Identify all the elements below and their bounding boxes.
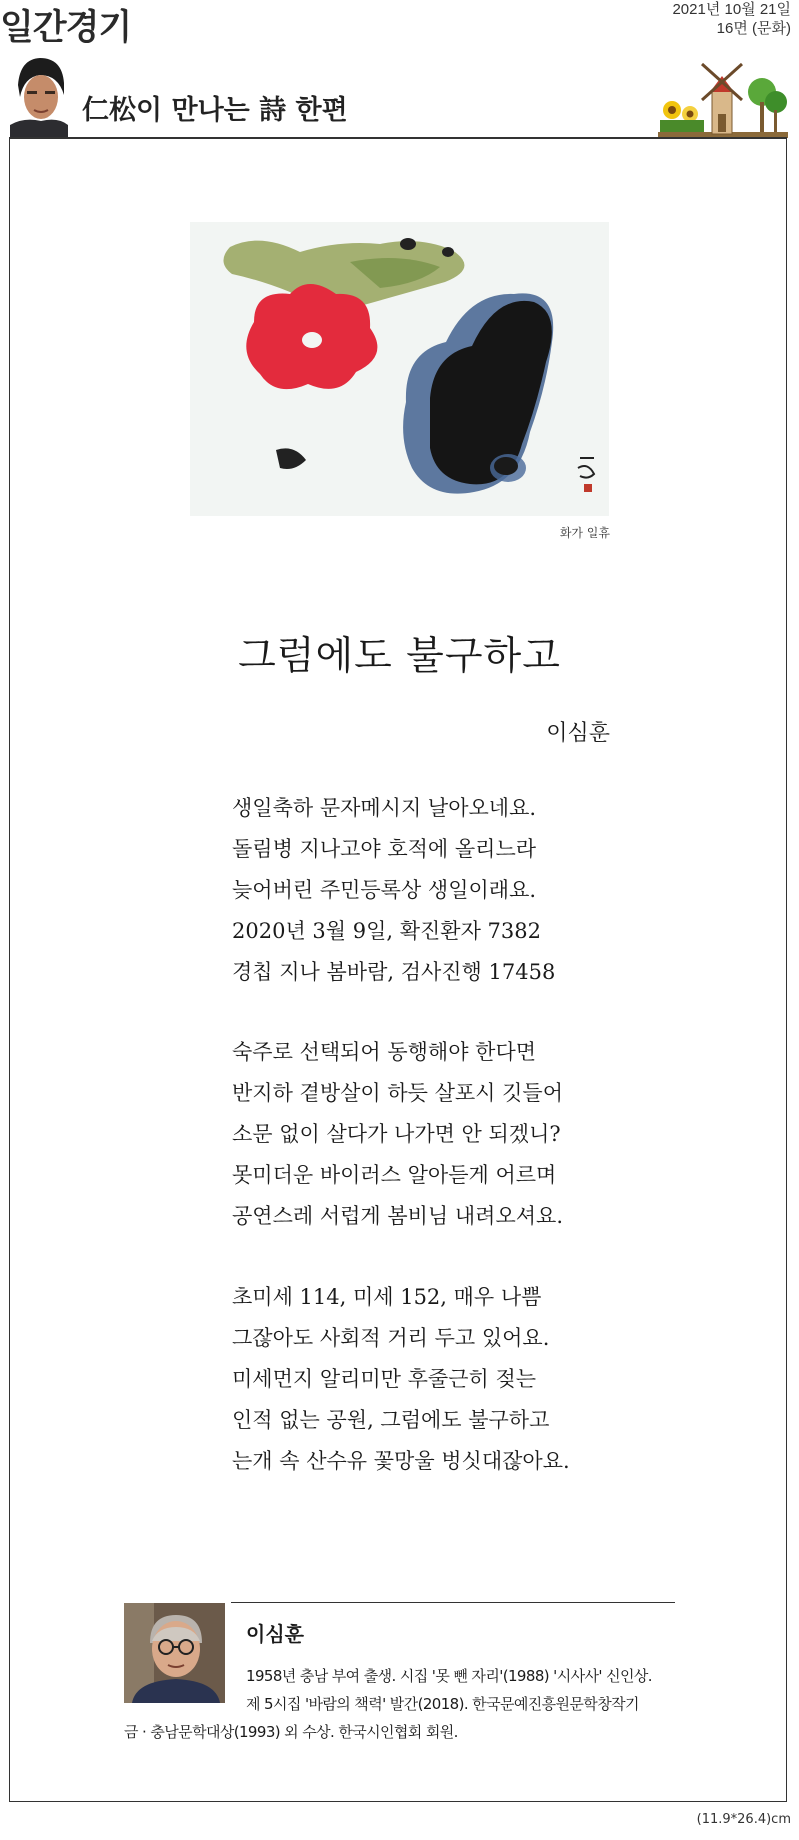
poem-line: 숙주로 선택되어 동행해야 한다면 [232, 1040, 537, 1064]
ink-painting [190, 222, 609, 516]
column-title: 仁松이 만나는 詩 한편 [82, 95, 348, 126]
bio-divider [231, 1602, 675, 1603]
poem-line: 2020년 3월 9일, 확진환자 7382 [232, 919, 541, 943]
poem-stanza-2 [232, 1032, 563, 1237]
poem-line: 못미더운 바이러스 알아듣게 어르며 [232, 1163, 557, 1187]
bio-line: 제 5시집 '바람의 책력' 발간(2018). 한국문예진흥원문학창작기 [246, 1695, 639, 1713]
poem-line: 경칩 지나 봄바람, 검사진행 17458 [232, 960, 556, 984]
publication-date: 2021년 10월 21일 [672, 1, 791, 18]
newspaper-masthead: 일간경기 [0, 8, 132, 47]
poem-line: 는개 속 산수유 꽃망울 벙싯대잖아요. [232, 1449, 570, 1473]
windmill-flowers-illustration [658, 62, 788, 138]
poem-stanza-3 [232, 1277, 570, 1482]
poem-stanza-1 [232, 788, 555, 993]
poem-line: 반지하 곁방살이 하듯 살포시 깃들어 [232, 1081, 563, 1105]
bio-name: 이심훈 [246, 1622, 304, 1646]
bio-text [124, 1662, 679, 1746]
poem-author: 이심훈 [546, 721, 610, 746]
poem-line: 미세먼지 알리미만 후줄근히 젖는 [232, 1367, 537, 1391]
bio-line: 1958년 충남 부여 출생. 시집 '못 뺀 자리'(1988) '시사사' 신인상. [246, 1667, 652, 1685]
poem-line: 그잖아도 사회적 거리 두고 있어요. [232, 1326, 550, 1350]
poem-line: 인적 없는 공원, 그럼에도 불구하고 [232, 1408, 550, 1432]
poem-line: 소문 없이 살다가 나가면 안 되겠니? [232, 1122, 561, 1146]
bio-line: 금 · 충남문학대상(1993) 외 수상. 한국시인협회 회원. [124, 1723, 458, 1741]
artwork-caption: 화가 일휴 [559, 526, 610, 540]
poem-title: 그럼에도 불구하고 [238, 634, 561, 679]
dateline [672, 0, 791, 38]
poem-line: 공연스레 서럽게 봄비님 내려오셔요. [232, 1204, 563, 1228]
columnist-photo [10, 55, 68, 137]
poem-line: 늦어버린 주민등록상 생일이래요. [232, 878, 537, 902]
poem-line: 생일축하 문자메시지 날아오네요. [232, 796, 537, 820]
size-note: (11.9*26.4)cm [696, 1812, 791, 1827]
page-section: 16면 (문화) [716, 20, 791, 37]
poem-line: 돌림병 지나고야 호적에 올리느라 [232, 837, 537, 861]
poem-line: 초미세 114, 미세 152, 매우 나쁨 [232, 1285, 542, 1309]
